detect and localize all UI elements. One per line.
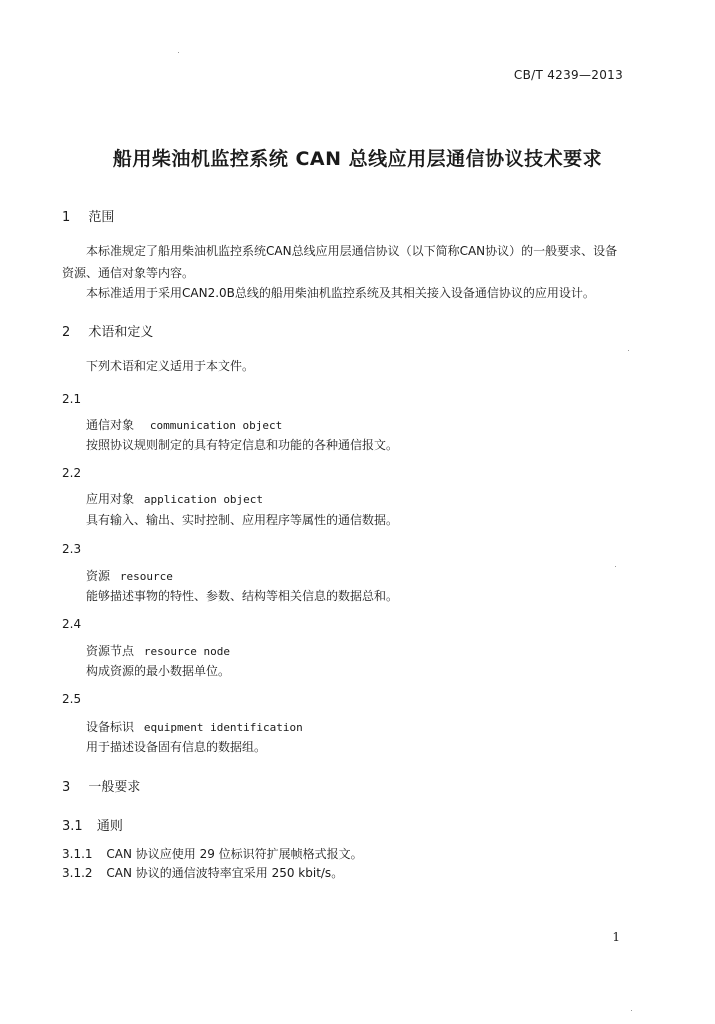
scan-speck [628,350,629,351]
term-number: 2.4 [62,617,82,631]
term-definition: 构成资源的最小数据单位。 [86,664,231,678]
term-en: resource [119,570,173,583]
term-heading [86,567,173,584]
section-2-title: 术语和定义 [88,325,154,340]
section-3-title: 一般要求 [88,780,141,795]
clause-text: CAN 协议的通信波特率宜采用 250 kbit/s。 [106,866,344,880]
subsection-title: 通则 [96,819,123,834]
term-cn: 资源节点 [86,644,135,658]
section-1-para1-line1: 本标准规定了船用柴油机监控系统CAN总线应用层通信协议（以下简称CAN协议）的一般要求、设备 [86,244,618,258]
term-en: resource node [143,645,230,658]
clause-number: 3.1.1 [62,847,93,861]
term-number: 2.5 [62,692,82,706]
term-definition: 具有输入、输出、实时控制、应用程序等属性的通信数据。 [86,513,399,527]
term-number: 2.3 [62,542,82,556]
term-cn: 资源 [86,569,111,583]
scan-speck [615,566,616,567]
subsection-number: 3.1 [62,819,83,834]
term-number: 2.1 [62,392,82,406]
section-1-para2: 本标准适用于采用CAN2.0B总线的船用柴油机监控系统及其相关接入设备通信协议的应用设计。 [86,286,595,300]
term-en: application object [143,493,264,506]
term-en: equipment identification [143,721,303,734]
term-en: communication object [149,419,283,432]
section-1-number: 1 [62,210,71,225]
term-definition: 用于描述设备固有信息的数据组。 [86,740,267,754]
section-1-para1-line2: 资源、通信对象等内容。 [62,266,195,280]
scan-speck [178,52,179,53]
term-heading [86,490,263,507]
document-title: 船用柴油机监控系统 CAN 总线应用层通信协议技术要求 [112,148,603,170]
clause [62,845,363,862]
term-number: 2.2 [62,466,82,480]
term-cn: 设备标识 [86,720,135,734]
section-1-heading [62,206,114,225]
section-2-number: 2 [62,325,71,340]
term-cn: 通信对象 [86,418,135,432]
section-2-heading [62,321,153,340]
subsection-heading [62,815,123,834]
section-3-heading [62,776,140,795]
section-2-intro: 下列术语和定义适用于本文件。 [86,359,255,373]
standard-code: CB/T 4239—2013 [513,68,623,82]
term-definition: 按照协议规则制定的具有特定信息和功能的各种通信报文。 [86,438,399,452]
term-definition: 能够描述事物的特性、参数、结构等相关信息的数据总和。 [86,589,399,603]
clause [62,864,343,881]
clause-number: 3.1.2 [62,866,93,880]
section-1-title: 范围 [88,210,115,225]
term-heading [86,642,230,659]
term-heading [86,718,303,735]
scan-speck [631,1010,632,1011]
section-3-number: 3 [62,780,71,795]
page-number: 1 [612,930,620,944]
term-cn: 应用对象 [86,492,135,506]
clause-text: CAN 协议应使用 29 位标识符扩展帧格式报文。 [106,847,363,861]
term-heading [86,416,282,433]
